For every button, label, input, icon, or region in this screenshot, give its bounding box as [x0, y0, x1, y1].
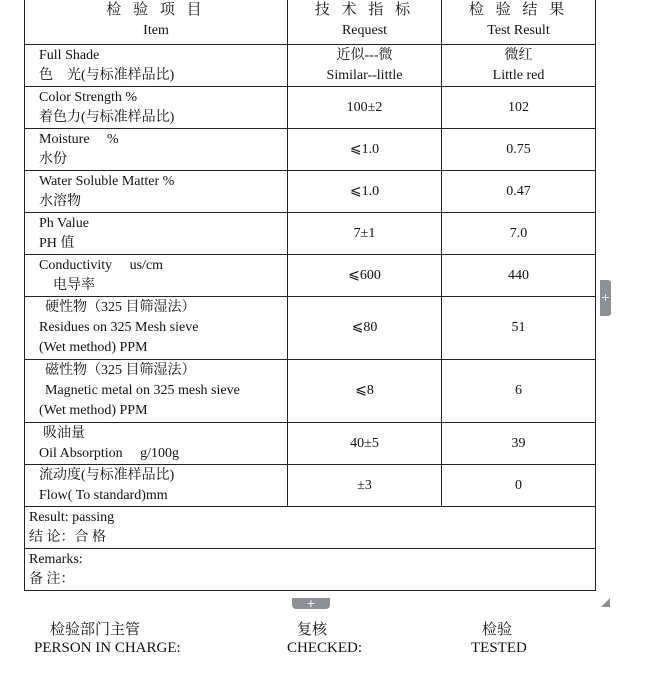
- item-cell: [25, 255, 288, 297]
- remarks-cell: [25, 549, 596, 591]
- request-value: ⩽600: [288, 255, 442, 297]
- item-label-en: Ph Value: [39, 215, 89, 231]
- header-request-zh: 技 术 指 标: [314, 2, 415, 18]
- item-label-zh: 色 光(与标准样品比): [39, 67, 175, 83]
- header-request-en: Request: [341, 23, 388, 38]
- remarks-row: [25, 549, 596, 591]
- item-label-en-2: (Wet method) PPM: [39, 403, 148, 418]
- request-value: ⩽8: [288, 360, 442, 423]
- item-label-en-2: (Wet method) PPM: [39, 340, 148, 355]
- result-value: 51: [442, 297, 596, 360]
- header-result: [442, 0, 596, 45]
- item-label-en: Moisture %: [39, 131, 119, 147]
- result-cell: [25, 507, 596, 549]
- inspection-table: [24, 0, 596, 591]
- header-request: [288, 0, 442, 45]
- item-label-en: Magnetic metal on 325 mesh sieve: [45, 383, 240, 398]
- item-label-zh: 流动度(与标准样品比): [39, 467, 175, 483]
- item-label-zh: 硬性物（325 目筛湿法）: [45, 300, 196, 315]
- item-label-zh: 吸油量: [43, 425, 85, 441]
- result-value: 0: [442, 465, 596, 507]
- remarks-en: Remarks:: [29, 551, 83, 567]
- request-value: ⩽1.0: [288, 129, 442, 171]
- item-cell: [25, 360, 288, 423]
- result-zh: 结 论：合 格: [29, 529, 106, 545]
- plus-icon: +: [306, 597, 316, 610]
- item-cell: [25, 87, 288, 129]
- table-row: [25, 465, 596, 507]
- tested-zh: 检验: [482, 622, 513, 638]
- item-label-zh: 水溶物: [39, 193, 81, 209]
- item-label-en: Full Shade: [39, 47, 100, 63]
- request-value-en: Similar--little: [326, 67, 403, 83]
- request-value: 7±1: [288, 213, 442, 255]
- header-item: [25, 0, 288, 45]
- result-row: [25, 507, 596, 549]
- request-value-zh: 近似---微: [336, 47, 393, 63]
- item-label-zh: 电导率: [53, 277, 95, 293]
- add-column-handle[interactable]: [600, 280, 611, 316]
- result-value: 0.47: [442, 171, 596, 213]
- result-value: 39: [442, 423, 596, 465]
- header-item-zh: 检 验 项 目: [106, 2, 206, 18]
- item-label-zh: 着色力(与标准样品比): [39, 109, 175, 125]
- item-label-en: Flow( To standard)mm: [39, 487, 168, 503]
- item-cell: [25, 297, 288, 360]
- result-cell: [442, 45, 596, 87]
- item-cell: [25, 129, 288, 171]
- result-value: 6: [442, 360, 596, 423]
- table-row: [25, 87, 596, 129]
- item-label-zh: 水份: [39, 151, 67, 167]
- header-result-zh: 检 验 结 果: [468, 2, 569, 18]
- result-en: Result: passing: [29, 509, 115, 525]
- item-cell: [25, 213, 288, 255]
- table-row: [25, 297, 596, 360]
- item-cell: [25, 45, 288, 87]
- request-value: 100±2: [288, 87, 442, 129]
- item-cell: [25, 423, 288, 465]
- table-row: [25, 360, 596, 423]
- result-value: 102: [442, 87, 596, 129]
- add-row-handle[interactable]: [292, 598, 330, 609]
- item-label-en: Color Strength %: [39, 89, 137, 105]
- item-cell: [25, 171, 288, 213]
- checked-en: CHECKED:: [287, 640, 362, 656]
- result-value: 7.0: [442, 213, 596, 255]
- table-row: [25, 255, 596, 297]
- header-result-en: Test Result: [487, 23, 550, 38]
- request-cell: [288, 45, 442, 87]
- remarks-zh: 备 注：: [29, 571, 75, 587]
- table-row: [25, 45, 596, 87]
- person-in-charge-zh: 检验部门主管: [50, 622, 141, 638]
- table-row: [25, 213, 596, 255]
- item-label-en: Conductivity us/cm: [39, 257, 164, 273]
- header-item-en: Item: [143, 23, 169, 38]
- table-row: [25, 171, 596, 213]
- result-value-en: Little red: [492, 67, 545, 83]
- plus-icon: +: [600, 291, 611, 304]
- item-label-zh: PH 值: [39, 235, 75, 251]
- checked-zh: 复核: [297, 622, 328, 638]
- table-row: [25, 129, 596, 171]
- request-value: ⩽80: [288, 297, 442, 360]
- item-cell: [25, 465, 288, 507]
- resize-corner-icon[interactable]: [601, 598, 610, 607]
- request-value: ⩽1.0: [288, 171, 442, 213]
- header-row: [25, 0, 596, 45]
- result-value-zh: 微红: [504, 47, 533, 63]
- result-value: 440: [442, 255, 596, 297]
- request-value: ±3: [288, 465, 442, 507]
- item-label-en: Residues on 325 Mesh sieve: [39, 320, 199, 335]
- table-row: [25, 423, 596, 465]
- item-label-en: Water Soluble Matter %: [39, 173, 175, 189]
- item-label-en: Oil Absorption g/100g: [39, 445, 180, 461]
- person-in-charge-en: PERSON IN CHARGE:: [34, 640, 181, 656]
- result-value: 0.75: [442, 129, 596, 171]
- request-value: 40±5: [288, 423, 442, 465]
- tested-en: TESTED: [471, 640, 527, 656]
- item-label-zh: 磁性物（325 目筛湿法）: [45, 363, 196, 378]
